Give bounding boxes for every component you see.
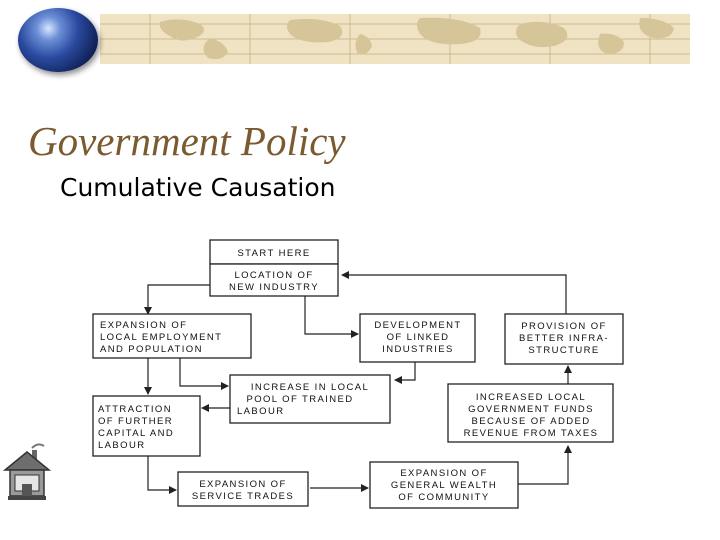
govt-funds-label-line: INCREASED LOCAL [475,392,587,403]
arrow-employment-to-labour [180,358,228,386]
house-icon [2,440,52,504]
govt-funds-label-line: GOVERNMENT FUNDS [468,404,594,415]
location-label-line: LOCATION OF [234,270,314,281]
wealth-label-line: GENERAL WEALTH [390,480,498,491]
wealth-label-line: EXPANSION OF [400,468,488,479]
govt-funds-label-line: REVENUE FROM TAXES [463,428,599,439]
labour-pool-label-line: INCREASE IN LOCAL [250,382,370,393]
infra-label-line: PROVISION OF [521,321,607,332]
arrow-wealth-to-funds [518,446,568,484]
employment-label-line: EXPANSION OF [100,320,188,331]
slide-title: Government Policy [28,118,346,164]
labour-pool-label-line: POOL OF TRAINED [246,394,354,405]
capital-label-line: CAPITAL AND [98,428,175,439]
service-label-line: SERVICE TRADES [191,491,295,502]
employment-label-line: LOCAL EMPLOYMENT [100,332,223,343]
capital-label-line: ATTRACTION [98,404,172,415]
location-label-line: NEW INDUSTRY [229,282,319,293]
arrow-location-to-linked [305,296,358,334]
capital-label-line: LABOUR [98,440,146,451]
capital-label-line: OF FURTHER [98,416,174,427]
wealth-label-line: OF COMMUNITY [398,492,490,503]
linked-label-line: DEVELOPMENT [374,320,462,331]
slide-subtitle: Cumulative Causation [60,173,336,202]
employment-label-line: AND POPULATION [100,344,203,355]
arrow-infra-to-location [342,275,566,314]
arrow-linked-to-labour [395,362,415,380]
arrow-location-to-employment [148,285,215,314]
infra-label-line: STRUCTURE [528,345,600,356]
service-label-line: EXPANSION OF [199,479,287,490]
start-label: START HERE [237,248,311,259]
infra-label-line: BETTER INFRA- [519,333,609,344]
govt-funds-label-line: BECAUSE OF ADDED [471,416,591,427]
linked-label-line: INDUSTRIES [382,344,454,355]
labour-pool-label-line: LABOUR [237,406,285,417]
linked-label-line: OF LINKED [386,332,450,343]
arrow-capital-to-service [148,456,176,490]
